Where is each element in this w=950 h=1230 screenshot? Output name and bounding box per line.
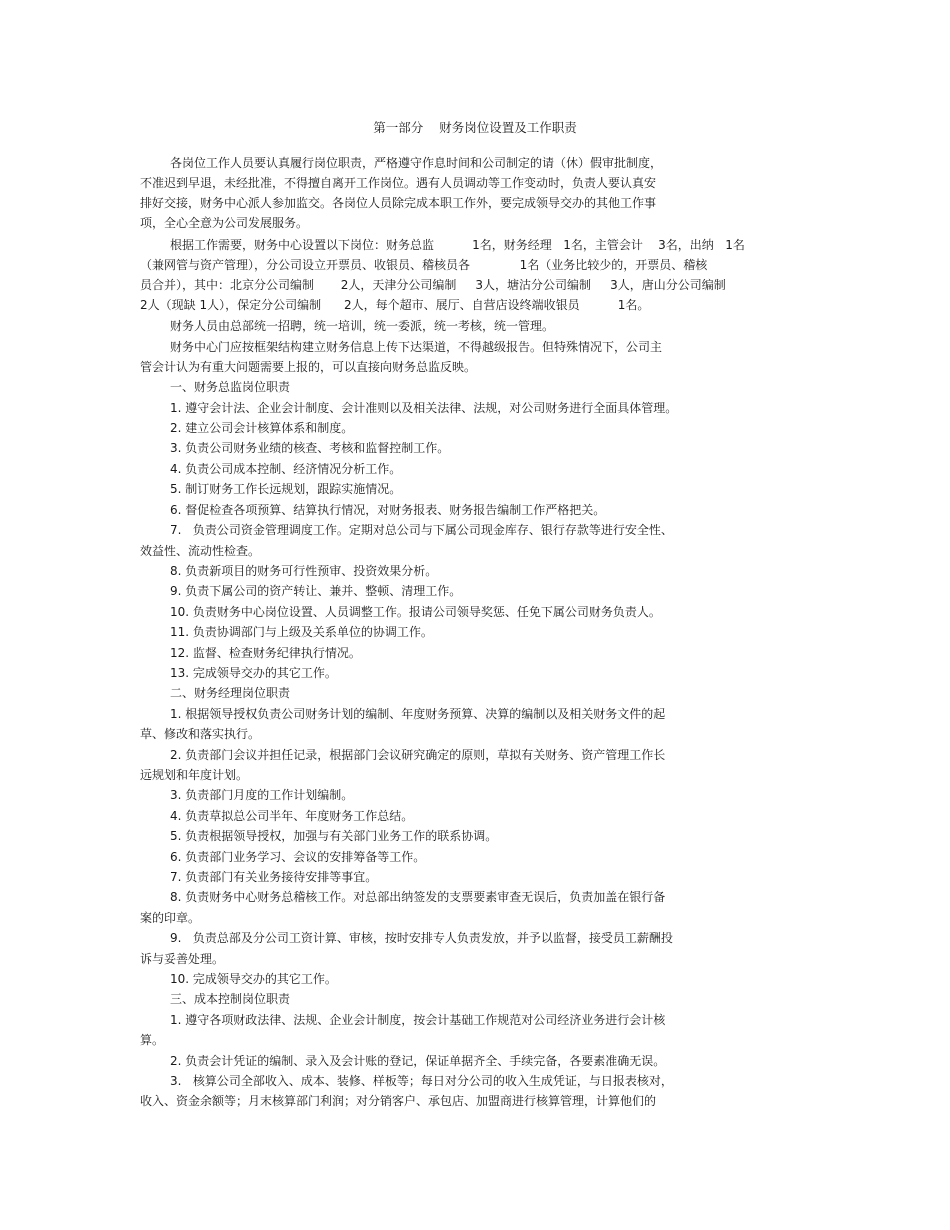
section-heading: 三、成本控制岗位职责 — [170, 992, 291, 1006]
list-item: 3. 核算公司全部收入、成本、装修、样板等；每日对分公司的收入生成凭证，与日报表核对， — [170, 1074, 673, 1088]
list-item: 7. 负责部门有关业务接待安排等事宜。 — [170, 870, 378, 884]
page-title: 第一部分 财务岗位设置及工作职责 — [373, 120, 577, 135]
text-line: （兼网管与资产管理），分公司设立开票员、收银员、稽核员各 1名（业务比较少的，开票员、稽核 — [140, 258, 708, 272]
text-line: 项，全心全意为公司发展服务。 — [140, 216, 309, 230]
list-item: 2. 负责部门会议并担任记录，根据部门会议研究确定的原则，草拟有关财务、资产管理工作长 — [170, 748, 666, 762]
text-line: 2人（现缺 1人），保定分公司编制 2人，每个超市、展厅、自营店设终端收银员 1名。 — [140, 298, 650, 312]
section-heading: 二、财务经理岗位职责 — [170, 686, 291, 700]
text-line: 各岗位工作人员要认真履行岗位职责，严格遵守作息时间和公司制定的请（休）假审批制度， — [170, 156, 663, 170]
list-item: 10. 负责财务中心岗位设置、人员调整工作。报请公司领导奖惩、任免下属公司财务负责人。 — [170, 605, 661, 619]
text-line: 财务中心门应按框架结构建立财务信息上传下达渠道，不得越级报告。但特殊情况下，公司主 — [170, 340, 663, 354]
text-line: 财务人员由总部统一招聘，统一培训，统一委派，统一考核，统一管理。 — [170, 319, 555, 333]
list-item: 7. 负责公司资金管理调度工作。定期对总公司与下属公司现金库存、银行存款等进行安全性、 — [170, 523, 673, 537]
text-line: 案的印章。 — [140, 911, 201, 925]
list-item: 9. 负责下属公司的资产转让、兼并、整顿、清理工作。 — [170, 584, 462, 598]
list-item: 11. 负责协调部门与上级及关系单位的协调工作。 — [170, 625, 433, 639]
section-heading: 一、财务总监岗位职责 — [170, 380, 291, 394]
list-item: 8. 负责财务中心财务总稽核工作。对总部出纳签发的支票要素审查无误后，负责加盖在银行备 — [170, 890, 666, 904]
text-line: 远规划和年度计划。 — [140, 768, 249, 782]
list-item: 2. 负责会计凭证的编制、录入及会计账的登记，保证单据齐全、手续完备，各要素准确无误。 — [170, 1054, 666, 1068]
list-item: 1. 遵守会计法、企业会计制度、会计准则以及相关法律、法规，对公司财务进行全面具体管理。 — [170, 401, 678, 415]
list-item: 5. 制订财务工作长远规划，跟踪实施情况。 — [170, 482, 402, 496]
list-item: 9. 负责总部及分公司工资计算、审核，按时安排专人负责发放，并予以监督，接受员工薪酬投 — [170, 931, 673, 945]
text-line: 收入、资金余额等；月末核算部门利润；对分销客户、承包店、加盟商进行核算管理，计算他们的 — [140, 1094, 657, 1108]
text-line: 管会计认为有重大问题需要上报的，可以直接向财务总监反映。 — [140, 360, 477, 374]
list-item: 13. 完成领导交办的其它工作。 — [170, 666, 337, 680]
text-line: 员合并），其中：北京分公司编制 2人，天津分公司编制 3人，塘沽分公司编制 3人，唐山分公司编制 — [140, 278, 726, 292]
list-item: 1. 遵守各项财政法律、法规、企业会计制度，按会计基础工作规范对公司经济业务进行会计核 — [170, 1013, 666, 1027]
list-item: 2. 建立公司会计核算体系和制度。 — [170, 421, 354, 435]
list-item: 1. 根据领导授权负责公司财务计划的编制、年度财务预算、决算的编制以及相关财务文件的起 — [170, 707, 666, 721]
text-line: 诉与妥善处理。 — [140, 952, 225, 966]
list-item: 4. 负责草拟总公司半年、年度财务工作总结。 — [170, 809, 414, 823]
list-item: 5. 负责根据领导授权，加强与有关部门业务工作的联系协调。 — [170, 829, 498, 843]
list-item: 6. 负责部门业务学习、会议的安排筹备等工作。 — [170, 850, 426, 864]
list-item: 3. 负责部门月度的工作计划编制。 — [170, 788, 354, 802]
text-line: 草、修改和落实执行。 — [140, 727, 261, 741]
text-line: 不准迟到早退，未经批准，不得擅自离开工作岗位。遇有人员调动等工作变动时，负责人要认真安 — [140, 176, 657, 190]
text-line: 效益性、流动性检查。 — [140, 544, 261, 558]
list-item: 8. 负责新项目的财务可行性预审、投资效果分析。 — [170, 564, 438, 578]
list-item: 10. 完成领导交办的其它工作。 — [170, 972, 337, 986]
text-line: 算。 — [140, 1033, 165, 1047]
text-line: 根据工作需要，财务中心设置以下岗位：财务总监 1名，财务经理 1名，主管会计 3名，出纳 1名 — [170, 238, 745, 252]
list-item: 4. 负责公司成本控制、经济情况分析工作。 — [170, 462, 402, 476]
list-item: 12. 监督、检查财务纪律执行情况。 — [170, 646, 361, 660]
list-item: 3. 负责公司财务业绩的核查、考核和监督控制工作。 — [170, 441, 450, 455]
list-item: 6. 督促检查各项预算、结算执行情况，对财务报表、财务报告编制工作严格把关。 — [170, 503, 606, 517]
text-line: 排好交接，财务中心派人参加监交。各岗位人员除完成本职工作外，要完成领导交办的其他工作事 — [140, 196, 657, 210]
